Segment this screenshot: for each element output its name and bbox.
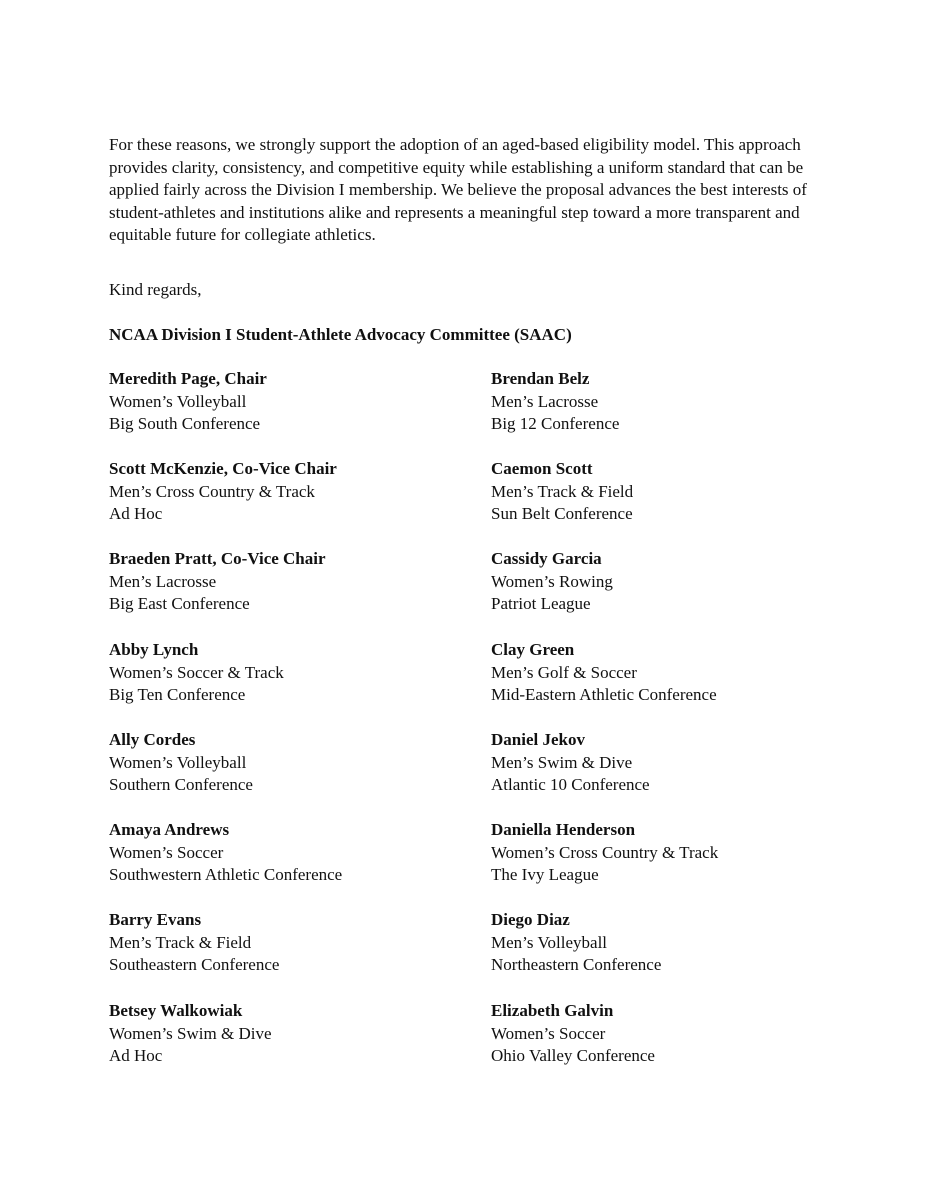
member-sport: Women’s Rowing (491, 571, 613, 591)
member-conference: Mid-Eastern Athletic Conference (491, 685, 717, 705)
member-conference: Ad Hoc (109, 504, 163, 524)
member-block (109, 548, 489, 616)
member-name: Braeden Pratt, Co-Vice Chair (109, 549, 326, 568)
member-conference: Patriot League (491, 594, 591, 614)
member-name: Elizabeth Galvin (491, 1001, 614, 1020)
member-name: Barry Evans (109, 910, 202, 929)
member-sport: Men’s Lacrosse (109, 571, 217, 591)
member-sport: Men’s Lacrosse (491, 391, 599, 411)
member-conference: Big Ten Conference (109, 685, 246, 705)
member-sport: Men’s Golf & Soccer (491, 662, 637, 682)
member-conference: Big East Conference (109, 594, 250, 614)
member-sport: Women’s Cross Country & Track (491, 842, 719, 862)
member-conference: Big South Conference (109, 414, 261, 434)
member-block (109, 1000, 489, 1068)
member-sport: Men’s Track & Field (491, 481, 634, 501)
member-sport: Men’s Cross Country & Track (109, 481, 315, 501)
member-sport: Women’s Volleyball (109, 752, 247, 772)
member-block (491, 639, 871, 707)
member-block (491, 458, 871, 526)
member-block (491, 548, 871, 616)
member-conference: Northeastern Conference (491, 955, 662, 975)
member-name: Abby Lynch (109, 640, 199, 659)
member-sport: Women’s Soccer (491, 1023, 606, 1043)
member-block (491, 819, 871, 887)
member-name: Clay Green (491, 640, 575, 659)
member-block (109, 729, 489, 797)
member-block (491, 909, 871, 977)
member-conference: Ad Hoc (109, 1046, 163, 1066)
member-conference: Southwestern Athletic Conference (109, 865, 343, 885)
member-block (109, 458, 489, 526)
member-block (109, 639, 489, 707)
member-name: Amaya Andrews (109, 820, 230, 839)
member-name: Betsey Walkowiak (109, 1001, 243, 1020)
letter-closing: Kind regards, (109, 280, 202, 299)
letter-paragraph: For these reasons, we strongly support the adoption of an aged-based eligibility model. This approach provides clarity, consistency, and competitive equity while establishing a uniform standard that can be applied fairly across the Division I membership. We believe the proposal advances the best interests of student-athletes and institutions alike and represents a meaningful step toward a more transparent and equitable future for collegiate athletics. (109, 135, 807, 245)
member-sport: Women’s Soccer & Track (109, 662, 284, 682)
member-conference: Atlantic 10 Conference (491, 775, 650, 795)
member-name: Meredith Page, Chair (109, 369, 267, 388)
member-block (491, 368, 871, 436)
member-block (109, 909, 489, 977)
member-name: Brendan Belz (491, 369, 590, 388)
member-conference: The Ivy League (491, 865, 599, 885)
member-conference: Ohio Valley Conference (491, 1046, 655, 1066)
member-name: Cassidy Garcia (491, 549, 602, 568)
member-block (491, 729, 871, 797)
member-name: Daniel Jekov (491, 730, 585, 749)
member-conference: Southeastern Conference (109, 955, 280, 975)
member-name: Daniella Henderson (491, 820, 636, 839)
member-name: Caemon Scott (491, 459, 593, 478)
member-conference: Sun Belt Conference (491, 504, 633, 524)
member-block (109, 368, 489, 436)
member-name: Scott McKenzie, Co-Vice Chair (109, 459, 337, 478)
member-sport: Men’s Volleyball (491, 932, 608, 952)
member-sport: Women’s Soccer (109, 842, 224, 862)
member-sport: Men’s Swim & Dive (491, 752, 633, 772)
member-name: Ally Cordes (109, 730, 196, 749)
member-sport: Women’s Volleyball (109, 391, 247, 411)
member-name: Diego Diaz (491, 910, 570, 929)
member-conference: Big 12 Conference (491, 414, 620, 434)
member-block (491, 1000, 871, 1068)
committee-heading: NCAA Division I Student-Athlete Advocacy Committee (SAAC) (109, 325, 572, 344)
member-conference: Southern Conference (109, 775, 253, 795)
member-block (109, 819, 489, 887)
member-sport: Men’s Track & Field (109, 932, 252, 952)
member-sport: Women’s Swim & Dive (109, 1023, 272, 1043)
